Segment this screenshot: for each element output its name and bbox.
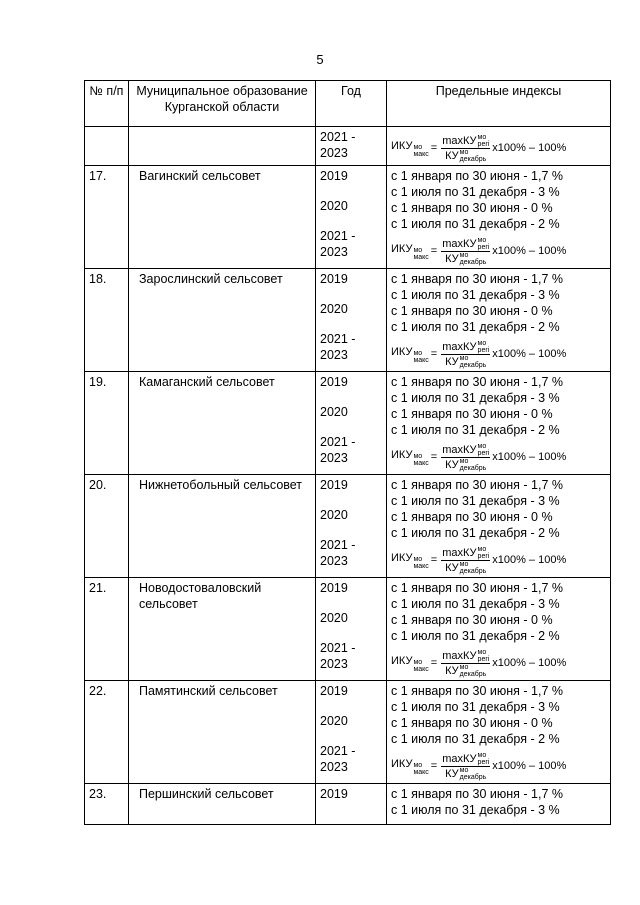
- formula-lhs-text: ИКУ: [391, 140, 413, 152]
- period-2019-h1: с 1 января по 30 июня - 1,7 %: [391, 375, 563, 389]
- period-2019-h2: с 1 июля по 31 декабря - 3 %: [391, 391, 560, 405]
- year-2020: 2020: [320, 405, 348, 419]
- formula: ИКУ мо макс = maxКУ мо peri КУ мо декабрь x100% – 100%: [391, 545, 567, 575]
- year-cell: [316, 475, 387, 578]
- formula-lhs-sup: мо: [413, 659, 423, 666]
- year-2021-2023: 2021 - 2023: [320, 435, 356, 465]
- row-number: 23.: [85, 784, 129, 825]
- year-2019: 2019: [320, 169, 348, 183]
- period-2020-h2: с 1 июля по 31 декабря - 2 %: [391, 526, 560, 540]
- formula-den: КУ: [445, 561, 459, 574]
- period-2019-h2: с 1 июля по 31 декабря - 3 %: [391, 185, 560, 199]
- formula-fraction: [441, 752, 490, 781]
- formula-den: КУ: [445, 458, 459, 471]
- formula-den-sub: декабрь: [459, 773, 487, 781]
- table-row: [85, 166, 611, 269]
- formula-num-sub: peri: [477, 655, 490, 663]
- year-cell: [316, 578, 387, 681]
- formula: ИКУ мо макс = maxКУ мо peri КУ мо декабрь x100% – 100%: [391, 648, 567, 678]
- formula-fraction: [441, 134, 490, 163]
- row-number: 22.: [85, 681, 129, 784]
- table-row: [85, 578, 611, 681]
- period-2020-h2: с 1 июля по 31 декабря - 2 %: [391, 320, 560, 334]
- period-2019-h1: с 1 января по 30 июня - 1,7 %: [391, 169, 563, 183]
- formula-den: КУ: [445, 355, 459, 368]
- formula-lhs-sub: макс: [413, 666, 429, 673]
- formula-tail: x100% – 100%: [492, 142, 567, 154]
- year-2021-2023: 2021 - 2023: [320, 744, 356, 774]
- indices-cell: [387, 166, 611, 269]
- row-number: 18.: [85, 269, 129, 372]
- formula-fraction: [441, 237, 490, 266]
- table-row: [85, 269, 611, 372]
- formula-lhs-sub: макс: [413, 563, 429, 570]
- year-2020: 2020: [320, 508, 348, 522]
- row-number: 20.: [85, 475, 129, 578]
- indices-cell: [387, 784, 611, 825]
- formula-den-sub: декабрь: [459, 464, 487, 472]
- formula-lhs: [391, 138, 429, 158]
- municipality-name: Першинский сельсовет: [129, 784, 316, 825]
- indices-cell: [387, 681, 611, 784]
- formula-lhs: [391, 447, 429, 467]
- year-2021-2023: 2021 - 2023: [320, 538, 356, 568]
- formula-num-sup: мо: [477, 442, 487, 450]
- formula-den-sup: мо: [459, 560, 469, 568]
- table-row: [85, 681, 611, 784]
- formula-tail: x100% – 100%: [492, 348, 567, 360]
- row-number: 21.: [85, 578, 129, 681]
- formula-lhs-text: ИКУ: [391, 449, 413, 461]
- indices-cell: [387, 578, 611, 681]
- year-cell: [316, 166, 387, 269]
- row-number: 19.: [85, 372, 129, 475]
- formula-num-sup: мо: [477, 648, 487, 656]
- year-cell: [316, 681, 387, 784]
- formula-num-sub: peri: [477, 243, 490, 251]
- period-2019-h2: с 1 июля по 31 декабря - 3 %: [391, 288, 560, 302]
- formula-num-sub: peri: [477, 449, 490, 457]
- formula-lhs-sup: мо: [413, 453, 423, 460]
- year-2021-2023: 2021 - 2023: [320, 332, 356, 362]
- period-2020-h1: с 1 января по 30 июня - 0 %: [391, 304, 553, 318]
- formula-num-sup: мо: [477, 133, 487, 141]
- year-cell: [316, 784, 387, 825]
- header-year: Год: [316, 81, 387, 127]
- formula-fraction: [441, 546, 490, 575]
- year-2019: 2019: [320, 272, 348, 286]
- formula-lhs-text: ИКУ: [391, 655, 413, 667]
- formula-lhs-sub: макс: [413, 460, 429, 467]
- period-2019-h1: с 1 января по 30 июня - 1,7 %: [391, 478, 563, 492]
- year-cell: [316, 269, 387, 372]
- municipality-name: Вагинский сельсовет: [129, 166, 316, 269]
- municipality-name: Памятинский сельсовет: [129, 681, 316, 784]
- year-2019: 2019: [320, 375, 348, 389]
- period-2019-h2: с 1 июля по 31 декабря - 3 %: [391, 597, 560, 611]
- period-2019-h1: с 1 января по 30 июня - 1,7 %: [391, 684, 563, 698]
- formula-num-sup: мо: [477, 339, 487, 347]
- formula-num: maxКУ: [442, 649, 477, 662]
- period-2020-h2: с 1 июля по 31 декабря - 2 %: [391, 217, 560, 231]
- formula-num-sub: peri: [477, 758, 490, 766]
- formula-den: КУ: [445, 767, 459, 780]
- formula-lhs-sup: мо: [413, 350, 423, 357]
- formula-den-sub: декабрь: [459, 670, 487, 678]
- formula-num-sup: мо: [477, 751, 487, 759]
- period-2020-h2: с 1 июля по 31 декабря - 2 %: [391, 423, 560, 437]
- municipality-name: Камаганский сельсовет: [129, 372, 316, 475]
- period-2020-h2: с 1 июля по 31 декабря - 2 %: [391, 732, 560, 746]
- year-2020: 2020: [320, 611, 348, 625]
- formula: ИКУ мо макс = maxКУ мо peri КУ мо декабрь x100% – 100%: [391, 236, 567, 266]
- formula-tail: x100% – 100%: [492, 760, 567, 772]
- formula-lhs-sup: мо: [413, 762, 423, 769]
- period-2019-h2: с 1 июля по 31 декабря - 3 %: [391, 700, 560, 714]
- formula-lhs: [391, 756, 429, 776]
- header-indices: Предельные индексы: [387, 81, 611, 127]
- header-num: № п/п: [85, 81, 129, 127]
- indices-cell: [387, 372, 611, 475]
- period-2020-h1: с 1 января по 30 июня - 0 %: [391, 613, 553, 627]
- year-2021-2023: 2021 - 2023: [320, 229, 356, 259]
- formula-num: maxКУ: [442, 443, 477, 456]
- formula-num-sub: peri: [477, 346, 490, 354]
- formula-fraction: [441, 443, 490, 472]
- formula-lhs-sup: мо: [413, 247, 423, 254]
- row-number: 17.: [85, 166, 129, 269]
- formula: ИКУ мо макс = maxКУ мо peri КУ мо декабрь x100% – 100%: [391, 751, 567, 781]
- formula-num-sup: мо: [477, 236, 487, 244]
- formula-num: maxКУ: [442, 134, 477, 147]
- formula-lhs-sup: мо: [413, 144, 423, 151]
- formula-num: maxКУ: [442, 752, 477, 765]
- header-municipality: Муниципальное образование Курганской области: [129, 81, 316, 127]
- formula-lhs-text: ИКУ: [391, 346, 413, 358]
- indices-cell: [387, 269, 611, 372]
- formula-den-sub: декабрь: [459, 155, 487, 163]
- table-row: [85, 784, 611, 825]
- formula-lhs-text: ИКУ: [391, 552, 413, 564]
- formula-lhs-text: ИКУ: [391, 243, 413, 255]
- period-2020-h1: с 1 января по 30 июня - 0 %: [391, 407, 553, 421]
- formula-den-sub: декабрь: [459, 258, 487, 266]
- indices-cell: [387, 475, 611, 578]
- formula-lhs: [391, 241, 429, 261]
- formula-den-sup: мо: [459, 148, 469, 156]
- formula-num: maxКУ: [442, 340, 477, 353]
- year-2020: 2020: [320, 302, 348, 316]
- indices-table: [84, 80, 611, 825]
- formula-cell: [387, 127, 611, 166]
- formula-den-sub: декабрь: [459, 567, 487, 575]
- table-row: [85, 127, 611, 166]
- formula-lhs: [391, 653, 429, 673]
- formula-tail: x100% – 100%: [492, 657, 567, 669]
- formula-num-sub: peri: [477, 140, 490, 148]
- formula-den-sub: декабрь: [459, 361, 487, 369]
- formula-lhs: [391, 344, 429, 364]
- formula-lhs-sub: макс: [413, 254, 429, 261]
- formula-lhs-sub: макс: [413, 769, 429, 776]
- year-cell: [316, 372, 387, 475]
- formula-den-sup: мо: [459, 663, 469, 671]
- year-2019: 2019: [320, 787, 348, 801]
- formula-den: КУ: [445, 149, 459, 162]
- formula-tail: x100% – 100%: [492, 451, 567, 463]
- year-2021-2023: 2021 - 2023: [320, 641, 356, 671]
- period-2020-h1: с 1 января по 30 июня - 0 %: [391, 716, 553, 730]
- table-row: [85, 475, 611, 578]
- period-2019-h2: с 1 июля по 31 декабря - 3 %: [391, 803, 560, 817]
- formula-den-sup: мо: [459, 354, 469, 362]
- formula-num: maxКУ: [442, 237, 477, 250]
- formula: ИКУ мо макс = maxКУ мо peri КУ мо декабрь x100% – 100%: [391, 442, 567, 472]
- formula: ИКУ мо макс = maxКУ мо peri КУ мо декабрь x100% – 100%: [391, 339, 567, 369]
- table-row: [85, 372, 611, 475]
- table-header-row: [85, 81, 611, 127]
- formula-den: КУ: [445, 664, 459, 677]
- formula-lhs: [391, 550, 429, 570]
- municipality-name: Нижнетобольный сельсовет: [129, 475, 316, 578]
- formula-den-sup: мо: [459, 457, 469, 465]
- formula-num-sub: peri: [477, 552, 490, 560]
- formula-lhs-text: ИКУ: [391, 758, 413, 770]
- formula-fraction: [441, 340, 490, 369]
- year-2020: 2020: [320, 714, 348, 728]
- formula-tail: x100% – 100%: [492, 554, 567, 566]
- period-2019-h1: с 1 января по 30 июня - 1,7 %: [391, 272, 563, 286]
- formula-tail: x100% – 100%: [492, 245, 567, 257]
- year-2019: 2019: [320, 684, 348, 698]
- formula-num-sup: мо: [477, 545, 487, 553]
- period-2019-h1: с 1 января по 30 июня - 1,7 %: [391, 787, 563, 801]
- period-2020-h1: с 1 января по 30 июня - 0 %: [391, 201, 553, 215]
- period-2019-h1: с 1 января по 30 июня - 1,7 %: [391, 581, 563, 595]
- year-2020: 2020: [320, 199, 348, 213]
- formula-den: КУ: [445, 252, 459, 265]
- formula-den-sup: мо: [459, 766, 469, 774]
- formula-lhs-sup: мо: [413, 556, 423, 563]
- formula-num: maxКУ: [442, 546, 477, 559]
- period-2020-h1: с 1 января по 30 июня - 0 %: [391, 510, 553, 524]
- formula-lhs-sub: макс: [413, 357, 429, 364]
- period-2020-h2: с 1 июля по 31 декабря - 2 %: [391, 629, 560, 643]
- municipality-name: Новодостоваловский сельсовет: [129, 578, 316, 681]
- period-2019-h2: с 1 июля по 31 декабря - 3 %: [391, 494, 560, 508]
- year-2019: 2019: [320, 478, 348, 492]
- page-number: 5: [316, 52, 324, 67]
- formula-den-sup: мо: [459, 251, 469, 259]
- year-cell: 2021 - 2023: [316, 127, 387, 166]
- formula-fraction: [441, 649, 490, 678]
- year-2019: 2019: [320, 581, 348, 595]
- formula-lhs-sub: макс: [413, 151, 429, 158]
- formula: ИКУ мо макс = maxКУ мо peri КУ мо декабрь x100% – 100%: [391, 133, 567, 163]
- municipality-name: Зарослинский сельсовет: [129, 269, 316, 372]
